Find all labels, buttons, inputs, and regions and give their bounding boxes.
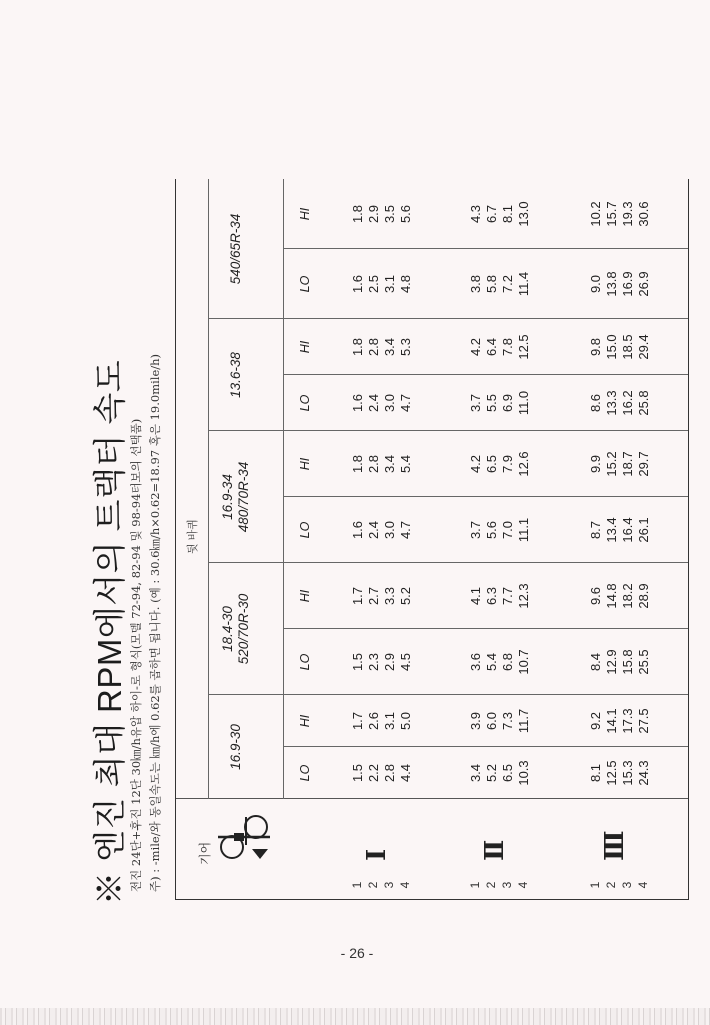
speed-value: 5.0 (398, 711, 413, 731)
speed-value: 6.3 (484, 586, 499, 606)
tire-size-line: 520/70R-30 (236, 593, 251, 665)
lo-label: LO (298, 521, 312, 539)
speed-value: 3.0 (382, 393, 397, 413)
speed-value: 2.8 (366, 454, 381, 474)
speed-value: 7.2 (500, 274, 515, 294)
gear-number: 1 (350, 881, 364, 889)
speed-value: 7.9 (500, 454, 515, 474)
speed-value: 1.7 (350, 711, 365, 731)
speed-value: 3.7 (468, 393, 483, 413)
gear-range-numeral: II (480, 842, 510, 861)
speed-value: 13.0 (516, 201, 531, 227)
speed-value: 8.6 (588, 393, 603, 413)
gear-number: 3 (382, 881, 396, 889)
header-rule (208, 179, 209, 799)
speed-value: 12.6 (516, 451, 531, 477)
page-title: ※ 엔진 최대 RPM에서의 트랙터 속도 (91, 359, 128, 905)
rotated-page-content (0, 100, 710, 1000)
hi-label: HI (298, 589, 312, 603)
speed-value: 2.4 (366, 393, 381, 413)
speed-value: 6.5 (484, 454, 499, 474)
speed-value: 27.5 (636, 708, 651, 734)
tire-size-line: 16.9-30 (228, 724, 243, 770)
speed-value: 2.8 (382, 763, 397, 783)
gear-number: 2 (604, 881, 618, 889)
speed-table (175, 179, 689, 900)
speed-value: 5.6 (398, 204, 413, 224)
speed-value: 14.8 (604, 583, 619, 609)
tire-size-header (228, 319, 244, 431)
speed-value: 3.3 (382, 586, 397, 606)
speed-value: 3.4 (382, 337, 397, 357)
speed-value: 15.3 (620, 760, 635, 786)
speed-value: 6.4 (484, 337, 499, 357)
tire-column-divider (208, 694, 688, 695)
lo-hi-divider (284, 496, 688, 497)
speed-value: 8.7 (588, 520, 603, 540)
tire-size-line: 18.4-30 (220, 606, 235, 652)
speed-value: 4.3 (468, 204, 483, 224)
speed-value: 10.7 (516, 649, 531, 675)
speed-value: 2.2 (366, 763, 381, 783)
tire-size-line: 16.9-34 (220, 474, 235, 520)
speed-value: 5.4 (398, 454, 413, 474)
gear-number: 2 (366, 881, 380, 889)
tire-size-header (220, 563, 252, 695)
speed-value: 5.8 (484, 274, 499, 294)
rear-wheel-label: 뒷 바퀴 (187, 519, 199, 554)
speed-value: 4.5 (398, 652, 413, 672)
speed-value: 1.6 (350, 520, 365, 540)
speed-value: 4.8 (398, 274, 413, 294)
speed-value: 2.8 (366, 337, 381, 357)
speed-value: 7.8 (500, 337, 515, 357)
speed-value: 11.4 (516, 271, 531, 297)
speed-value: 10.3 (516, 760, 531, 786)
speed-value: 1.6 (350, 393, 365, 413)
speed-value: 6.8 (500, 652, 515, 672)
speed-value: 25.8 (636, 390, 651, 416)
speed-value: 3.4 (468, 763, 483, 783)
speed-value: 25.5 (636, 649, 651, 675)
gear-range-numeral: I (362, 851, 392, 861)
speed-value: 3.4 (382, 454, 397, 474)
speed-value: 1.5 (350, 652, 365, 672)
speed-value: 3.1 (382, 711, 397, 731)
speed-value: 9.6 (588, 586, 603, 606)
speed-value: 16.9 (620, 271, 635, 297)
speed-value: 3.8 (468, 274, 483, 294)
lo-hi-divider (284, 746, 688, 747)
speed-value: 1.7 (350, 586, 365, 606)
speed-value: 1.8 (350, 337, 365, 357)
speed-value: 19.3 (620, 201, 635, 227)
gear-number: 1 (468, 881, 482, 889)
speed-value: 2.5 (366, 274, 381, 294)
speed-value: 9.9 (588, 454, 603, 474)
lo-hi-divider (284, 248, 688, 249)
tire-column-divider (208, 318, 688, 319)
speed-value: 14.1 (604, 708, 619, 734)
subheader-rule (283, 179, 284, 799)
gear-number: 2 (484, 881, 498, 889)
gear-column-label: 기어 (198, 841, 212, 865)
speed-value: 3.6 (468, 652, 483, 672)
speed-value: 7.3 (500, 711, 515, 731)
speed-value: 15.0 (604, 334, 619, 360)
speed-value: 28.9 (636, 583, 651, 609)
speed-value: 6.9 (500, 393, 515, 413)
tire-size-line: 480/70R-34 (236, 461, 251, 533)
speed-value: 18.2 (620, 583, 635, 609)
speed-value: 13.8 (604, 271, 619, 297)
speed-value: 4.2 (468, 337, 483, 357)
gear-range-numeral: III (600, 833, 630, 861)
speed-value: 15.2 (604, 451, 619, 477)
speed-value: 5.5 (484, 393, 499, 413)
speed-value: 10.2 (588, 201, 603, 227)
speed-value: 15.7 (604, 201, 619, 227)
speed-value: 2.6 (366, 711, 381, 731)
speed-value: 30.6 (636, 201, 651, 227)
tire-column-divider (208, 562, 688, 563)
model-note: 전진 24단+후진 12단 30㎞/h유압 하이-로 형식(모델 72-94, 82-94 및 98-94터보의 선택품) (129, 418, 143, 892)
lo-label: LO (298, 653, 312, 671)
speed-value: 9.2 (588, 711, 603, 731)
speed-value: 1.5 (350, 763, 365, 783)
speed-value: 2.3 (366, 652, 381, 672)
speed-value: 4.7 (398, 393, 413, 413)
speed-value: 2.7 (366, 586, 381, 606)
hi-label: HI (298, 207, 312, 221)
gear-number: 4 (516, 881, 530, 889)
hi-label: HI (298, 714, 312, 728)
lo-hi-divider (284, 628, 688, 629)
speed-value: 13.4 (604, 517, 619, 543)
gear-number: 1 (588, 881, 602, 889)
speed-value: 3.5 (382, 204, 397, 224)
speed-value: 8.1 (500, 204, 515, 224)
speed-value: 8.4 (588, 652, 603, 672)
page-number: - 26 - (340, 945, 374, 961)
speed-value: 2.9 (382, 652, 397, 672)
tire-size-header (228, 179, 244, 319)
gear-shift-icon (216, 811, 272, 863)
speed-value: 7.7 (500, 586, 515, 606)
speed-value: 26.9 (636, 271, 651, 297)
speed-value: 1.6 (350, 274, 365, 294)
speed-value: 11.0 (516, 390, 531, 416)
speed-value: 26.1 (636, 517, 651, 543)
lo-hi-divider (284, 374, 688, 375)
hi-label: HI (298, 340, 312, 354)
tire-size-header (220, 431, 252, 563)
speed-value: 12.9 (604, 649, 619, 675)
speed-value: 3.1 (382, 274, 397, 294)
gear-number: 3 (620, 881, 634, 889)
speed-value: 15.8 (620, 649, 635, 675)
speed-value: 5.6 (484, 520, 499, 540)
gear-number: 4 (636, 881, 650, 889)
speed-value: 9.8 (588, 337, 603, 357)
speed-value: 6.5 (500, 763, 515, 783)
speed-value: 18.7 (620, 451, 635, 477)
lo-label: LO (298, 275, 312, 293)
speed-value: 4.1 (468, 586, 483, 606)
speed-value: 24.3 (636, 760, 651, 786)
speed-value: 2.9 (366, 204, 381, 224)
gear-number: 3 (500, 881, 514, 889)
speed-value: 12.5 (516, 334, 531, 360)
speed-value: 16.4 (620, 517, 635, 543)
tire-size-line: 540/65R-34 (228, 213, 243, 285)
hi-label: HI (298, 457, 312, 471)
lo-label: LO (298, 764, 312, 782)
speed-value: 4.4 (398, 763, 413, 783)
tire-size-line: 13.6-38 (228, 352, 243, 398)
speed-value: 13.3 (604, 390, 619, 416)
speed-value: 3.9 (468, 711, 483, 731)
speed-value: 5.3 (398, 337, 413, 357)
tire-column-divider (208, 430, 688, 431)
speed-value: 1.8 (350, 454, 365, 474)
speed-value: 12.5 (604, 760, 619, 786)
gear-number: 4 (398, 881, 412, 889)
speed-value: 6.0 (484, 711, 499, 731)
speed-value: 8.1 (588, 763, 603, 783)
speed-value: 16.2 (620, 390, 635, 416)
speed-value: 12.3 (516, 583, 531, 609)
speed-value: 29.7 (636, 451, 651, 477)
speed-value: 9.0 (588, 274, 603, 294)
speed-value: 3.0 (382, 520, 397, 540)
speed-value: 5.2 (398, 586, 413, 606)
speed-value: 3.7 (468, 520, 483, 540)
speed-value: 7.0 (500, 520, 515, 540)
speed-value: 29.4 (636, 334, 651, 360)
speed-value: 4.2 (468, 454, 483, 474)
tire-size-header (228, 695, 244, 799)
conversion-note: 주) : -mile/와 동일속도는 ㎞/h에 0.62를 곱하면 됩니다. (예 : 30.6㎞/h×0.62=18.97 혹은 19.0mile/h) (148, 353, 162, 892)
speed-value: 4.7 (398, 520, 413, 540)
lo-label: LO (298, 394, 312, 412)
speed-value: 6.7 (484, 204, 499, 224)
scan-edge-strip (0, 1008, 710, 1025)
speed-value: 2.4 (366, 520, 381, 540)
speed-value: 5.2 (484, 763, 499, 783)
speed-value: 5.4 (484, 652, 499, 672)
speed-value: 11.7 (516, 708, 531, 734)
speed-value: 1.8 (350, 204, 365, 224)
speed-value: 18.5 (620, 334, 635, 360)
speed-value: 11.1 (516, 517, 531, 543)
speed-value: 17.3 (620, 708, 635, 734)
